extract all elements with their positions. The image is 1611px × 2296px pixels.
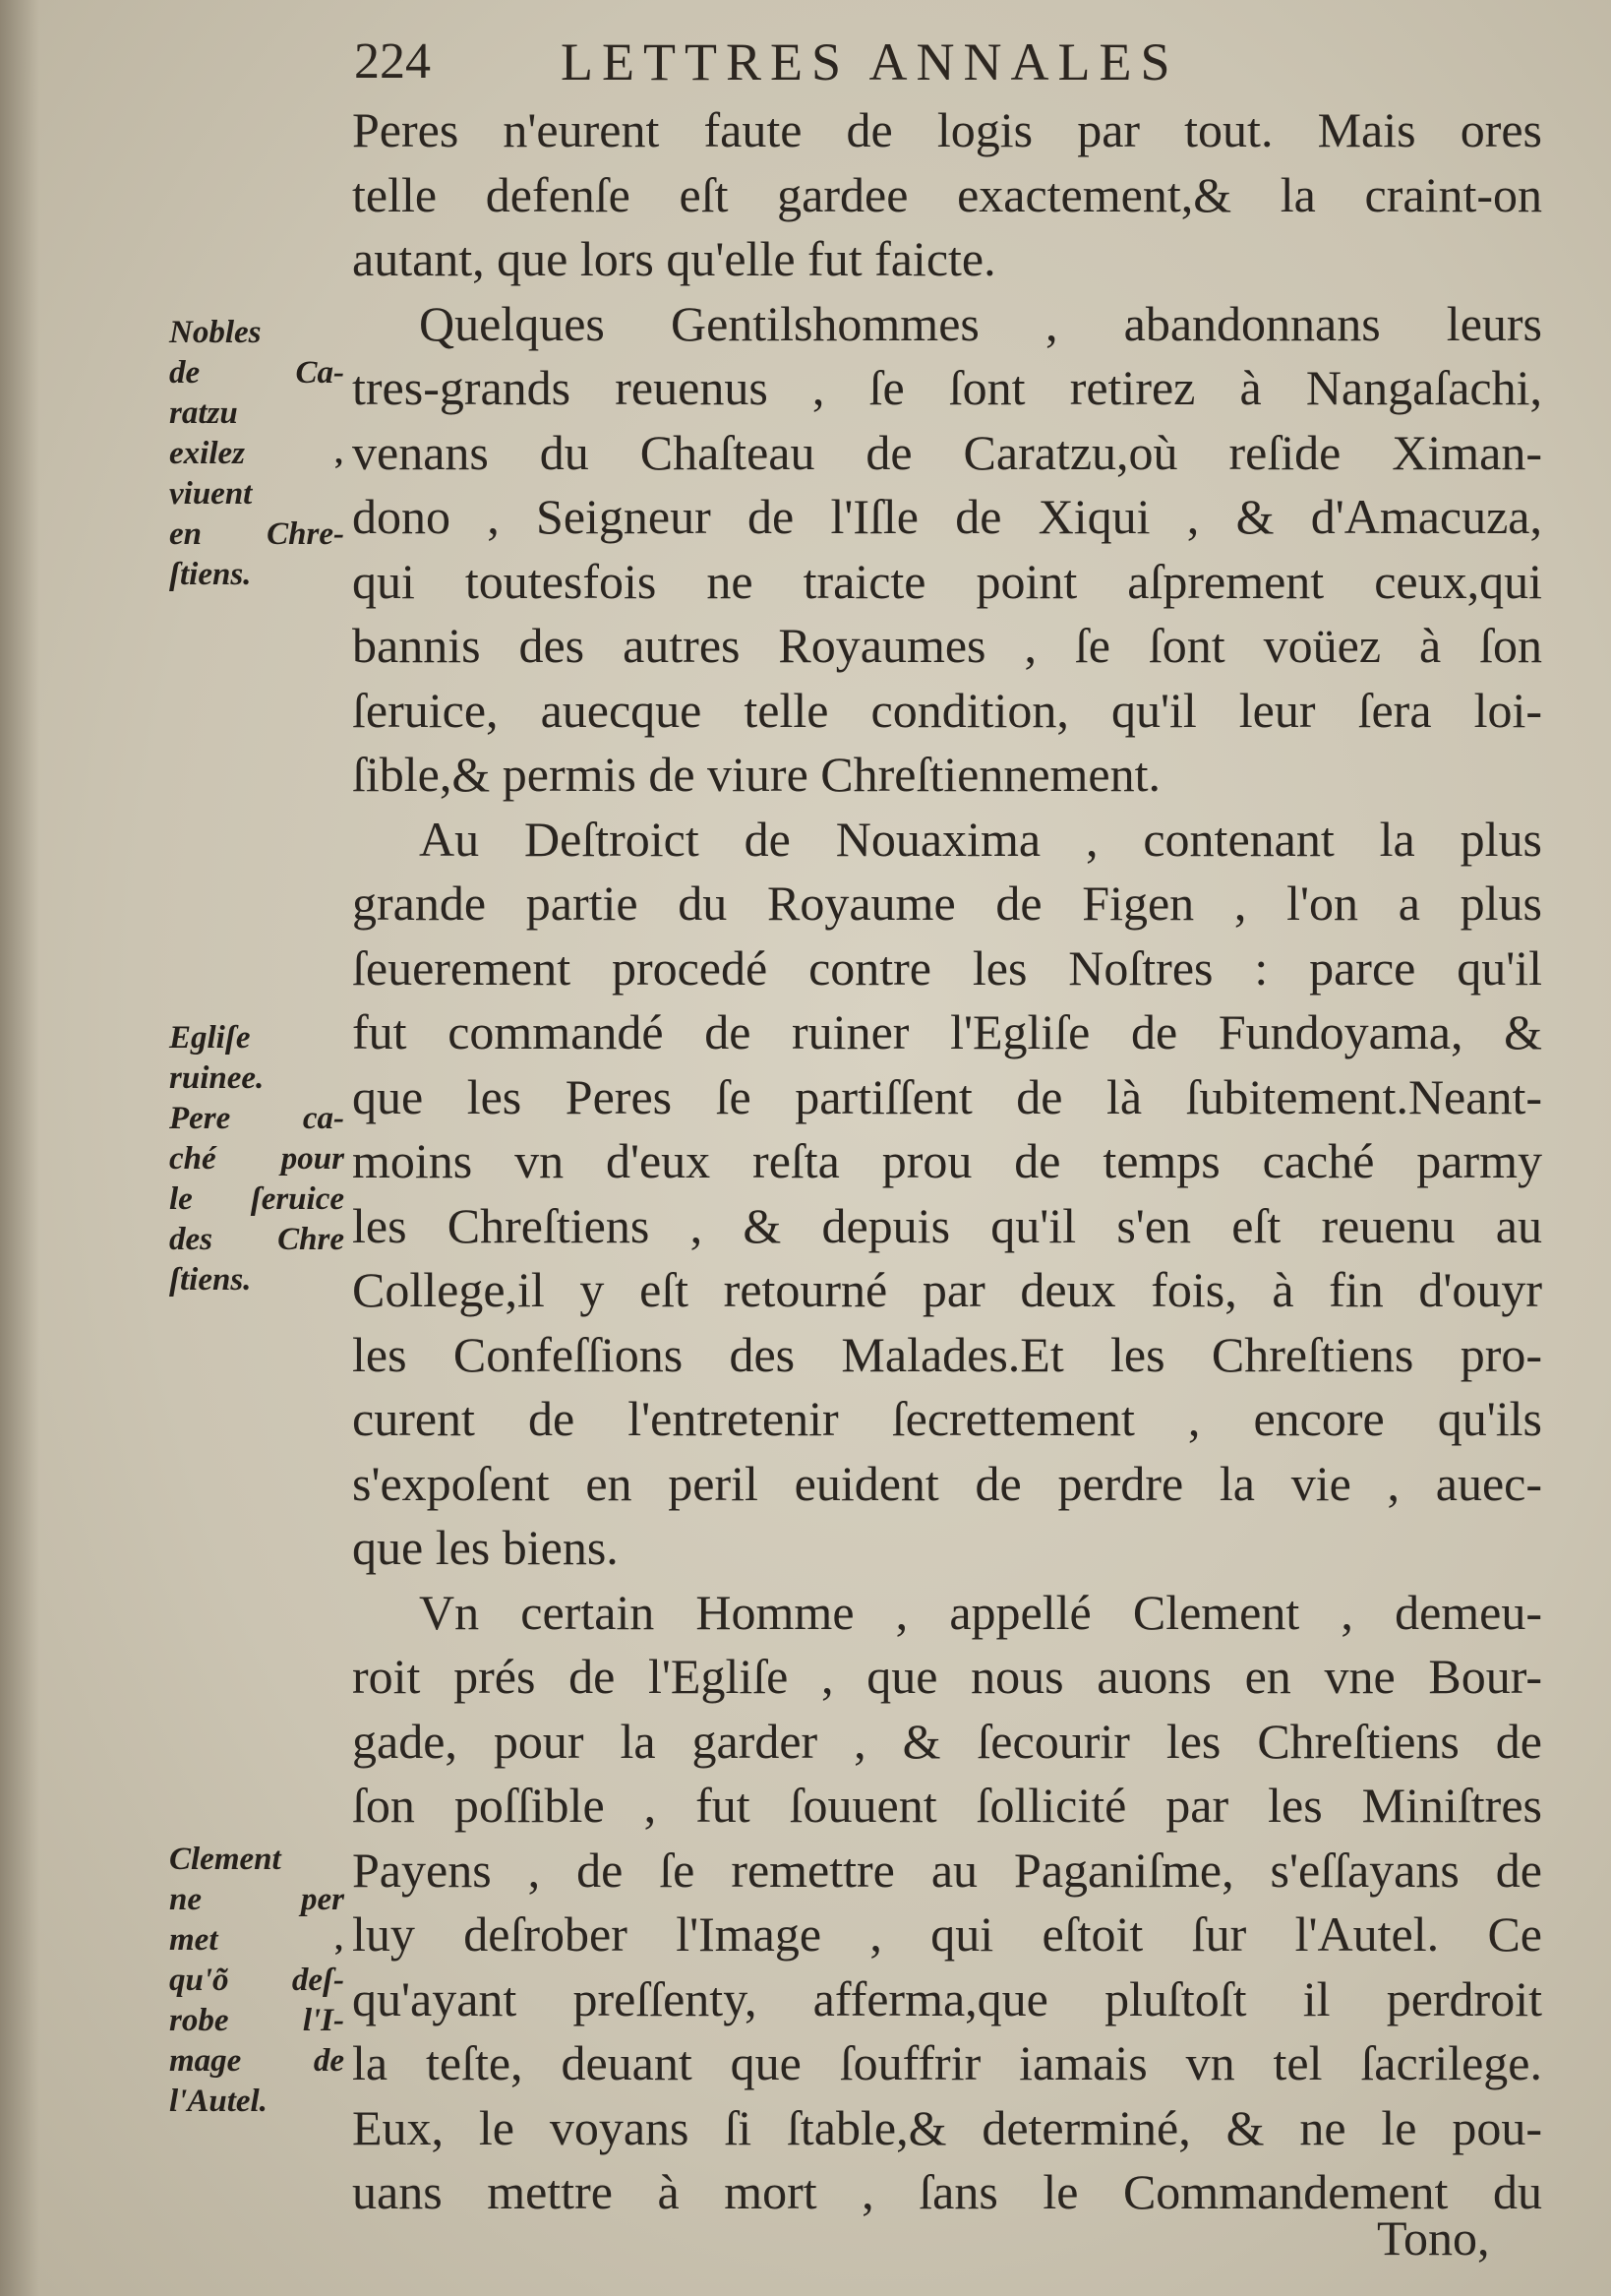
text-line: tres-grands reuenus , ſe ſont retirez à Nangaſachi, [352,360,1542,415]
marginal-note-line: ché pour [169,1141,344,1177]
marginal-note-line: met , [169,1922,344,1958]
text-line: venans du Chaſteau de Caratzu,où reſide Ximan- [352,424,1542,480]
main-text-block [352,98,1542,2225]
text-line: Au Deſtroict de Nouaxima , contenant la plus [419,811,1542,867]
marginal-note-clement [169,1840,344,2122]
marginal-note-line: Pere ca- [169,1101,344,1136]
text-line: que les Peres ſe partiſſent de là ſubitement.Neant- [352,1068,1542,1124]
marginal-note-line: en Chre- [169,516,344,552]
page-header [354,28,1357,96]
text-line: gade, pour la garder , & ſecourir les Chreſtiens de [352,1713,1542,1769]
text-line: Quelques Gentilshommes , abandonnans leurs [419,295,1542,351]
text-line: les Confeſſions des Malades.Et les Chreſtiens pro- [352,1326,1542,1382]
text-line: qu'ayant preſſenty, afferma,que pluſtoſt il perdroit [352,1970,1542,2026]
marginal-note-line: qu'õ deſ- [169,1963,344,1998]
marginal-note-line: des Chre [169,1222,344,1257]
text-line: Payens , de ſe remettre au Paganiſme, s'eſſayans de [352,1842,1542,1898]
marginal-note-line: Clement [169,1842,281,1877]
marginal-note-line: robe l'I- [169,2003,344,2038]
marginal-note-line: le ſeruice [169,1181,344,1217]
marginal-note-line: ſtiens. [169,557,252,592]
text-line: autant, que lors qu'elle fut faicte. [352,231,996,286]
marginal-note-line: l'Autel. [169,2084,268,2119]
text-line: la teſte, deuant que ſouffrir iamais vn tel ſacrilege. [352,2035,1542,2090]
text-line: qui toutesfois ne traicte point aſprement ceux,qui [352,553,1542,609]
text-line: moins vn d'eux reſta prou de temps caché parmy [352,1133,1542,1188]
text-line: s'expoſent en peril euident de perdre la vie , auec- [352,1455,1542,1511]
text-line: College,il y eſt retourné par deux fois, à fin d'ouyr [352,1262,1542,1317]
text-line: ſeruice, auecque telle condition, qu'il leur ſera loi- [352,682,1542,738]
catchword: Tono, [1377,2210,1490,2266]
marginal-note-line: ne per [169,1882,344,1917]
running-head: LETTRES ANNALES [561,32,1179,91]
text-line: Vn certain Homme , appellé Clement , demeu- [419,1584,1542,1640]
marginal-note-line: de Ca- [169,355,344,391]
marginal-note-line: exilez , [169,436,344,471]
marginal-note-line: mage de [169,2043,344,2079]
text-line: luy deſrober l'Image , qui eſtoit ſur l'Autel. Ce [352,1906,1542,1962]
text-line: fut commandé de ruiner l'Egliſe de Fundoyama, & [352,1004,1542,1059]
text-line: Peres n'eurent faute de logis par tout. Mais ores [352,102,1542,157]
text-line: telle defenſe eſt gardee exactement,& la craint-on [352,166,1542,222]
marginal-note-line: viuent [169,476,253,512]
marginal-note-nobles [169,313,344,595]
marginal-note-line: Egliſe [169,1020,251,1056]
text-line: dono , Seigneur de l'Iſle de Xiqui , & d'Amacuza, [352,489,1542,544]
marginal-note-line: ſtiens. [169,1262,252,1298]
binding-shadow [0,0,39,2296]
text-line: roit prés de l'Egliſe , que nous auons en vne Bour- [352,1649,1542,1704]
marginal-note-eglise [169,1018,344,1300]
page-number: 224 [354,33,431,90]
text-line: ſeuerement procedé contre les Noſtres : parce qu'il [352,939,1542,996]
marginal-note-line: Nobles [169,315,262,350]
marginal-note-line: ratzu [169,395,238,431]
text-line: grande partie du Royaume de Figen , l'on a plus [352,876,1542,931]
text-line: uans mettre à mort , ſans le Commandement du [352,2164,1542,2219]
text-line: Eux, le voyans ſi ſtable,& determiné, & ne le pou- [352,2099,1542,2155]
marginal-note-line: ruinee. [169,1060,265,1096]
text-line: curent de l'entretenir ſecrettement , encore qu'ils [352,1391,1542,1446]
text-line: ſon poſſible , fut ſouuent ſollicité par les Miniſtres [352,1778,1542,1833]
text-line: bannis des autres Royaumes , ſe ſont voüez à ſon [352,618,1542,673]
text-line: ſible,& permis de viure Chreſtiennement. [352,747,1161,802]
text-line: les Chreſtiens , & depuis qu'il s'en eſt reuenu au [352,1197,1542,1253]
text-line: que les biens. [352,1520,619,1575]
